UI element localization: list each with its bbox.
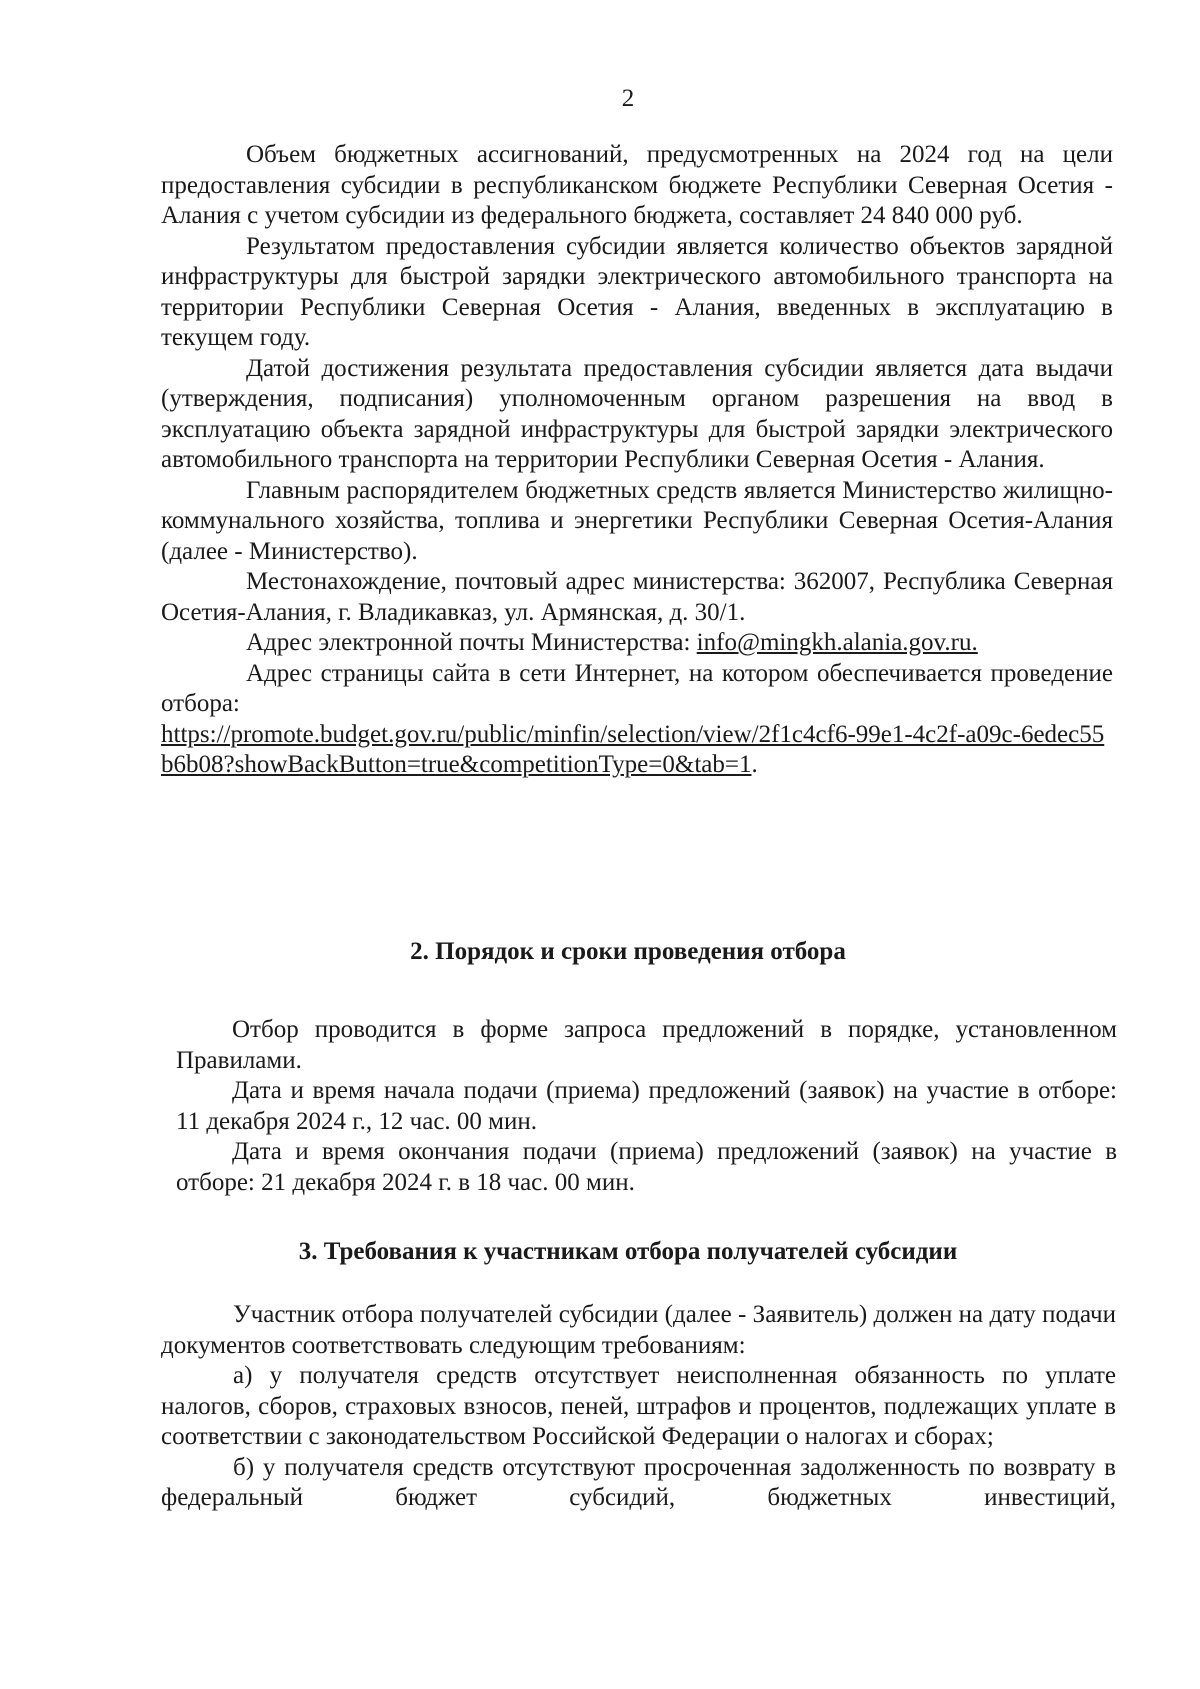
paragraph-budget: Объем бюджетных ассигнований, предусмотренных на 2024 год на цели предоставления субсидии в республиканском бюджете Республики Северная Осетия - Алания с учетом субсидии из федерального бюджета, составляет 24 840 000 руб.	[161, 141, 1113, 229]
paragraph-main-administrator: Главным распорядителем бюджетных средств является Министерство жилищно-коммунального хозяйства, топлива и энергетики Республики Северная Осетия-Алания (далее - Министерство).	[161, 476, 1113, 565]
paragraph-website: Адрес страницы сайта в сети Интернет, на котором обеспечивается проведение отбора:	[161, 659, 1113, 717]
paragraph-start-date: Дата и время начала подачи (приема) предложений (заявок) на участие в отборе: 11 декабря 2024 г., 12 час. 00 мин.	[176, 1077, 1117, 1135]
paragraph-address: Местонахождение, почтовый адрес министерства: 362007, Республика Северная Осетия-Алания, г. Владикавказ, ул. Армянская, д. 30/1.	[161, 568, 1113, 626]
page-number: 2	[621, 85, 635, 112]
website-link-period: .	[751, 751, 758, 778]
section-2-heading: 2. Порядок и сроки проведения отбора	[410, 938, 846, 965]
section-2-body	[176, 1015, 1117, 1198]
email-label: Адрес электронной почты Министерства:	[246, 629, 697, 656]
paragraph-email	[161, 628, 1113, 659]
paragraph-result: Результатом предоставления субсидии является количество объектов зарядной инфраструктуры для быстрой зарядки электрического автомобильного транспорта на территории Республики Северная Осетия - Алания, введенных в эксплуатацию в текущем году.	[161, 232, 1113, 351]
paragraph-website-url	[161, 720, 1113, 781]
paragraph-selection-form: Отбор проводится в форме запроса предложений в порядке, установленном Правилами.	[176, 1016, 1117, 1074]
email-link[interactable]: info@mingkh.alania.gov.ru.	[696, 629, 978, 656]
paragraph-requirement-b: б) у получателя средств отсутствуют просроченная задолженность по возврату в федеральный бюджет субсидий, бюджетных инвестиций,	[161, 1453, 1116, 1511]
paragraph-requirements-intro: Участник отбора получателей субсидии (далее - Заявитель) должен на дату подачи документов соответствовать следующим требованиям:	[161, 1301, 1116, 1359]
section-3-body	[161, 1300, 1116, 1514]
section-3-heading: 3. Требования к участникам отбора получателей субсидии	[298, 1238, 958, 1265]
paragraph-date-of-result: Датой достижения результата предоставления субсидии является дата выдачи (утверждения, подписания) уполномоченным органом разрешения на ввод в эксплуатацию объекта зарядной инфраструктуры для быстрой зарядки электрического автомобильного транспорта на территории Республики Северная Осетия - Алания.	[161, 354, 1113, 473]
paragraph-end-date: Дата и время окончания подачи (приема) предложений (заявок) на участие в отборе: 21 декабря 2024 г. в 18 час. 00 мин.	[176, 1138, 1117, 1196]
website-link[interactable]: https://promote.budget.gov.ru/public/minfin/selection/view/2f1c4cf6-99e1-4c2f-a09c-6edec55b6b08?showBackButton=true&competitionType=0&tab=1	[161, 720, 1105, 778]
section-1-body	[161, 140, 1113, 781]
paragraph-requirement-a: а) у получателя средств отсутствует неисполненная обязанность по уплате налогов, сборов, страховых взносов, пеней, штрафов и процентов, подлежащих уплате в соответствии с законодательством Российской Федерации о налогах и сборах;	[161, 1362, 1116, 1450]
